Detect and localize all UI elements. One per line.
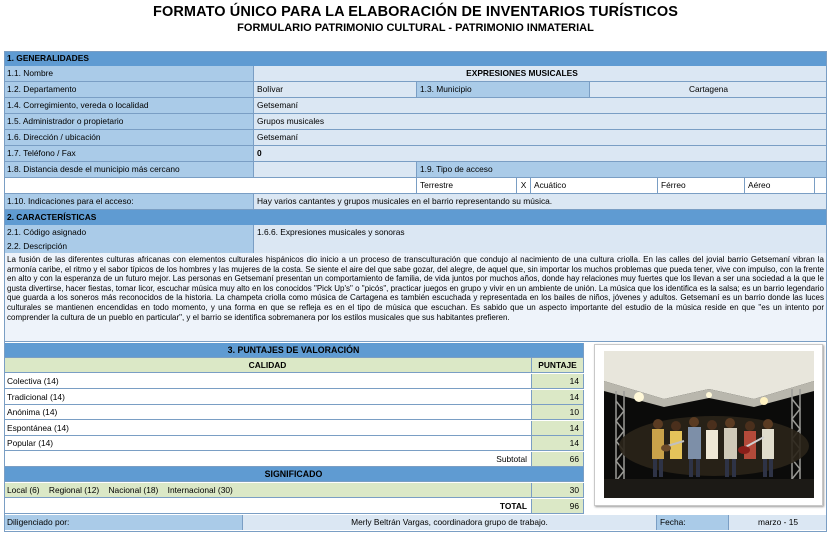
calidad-label: Anónima (14) xyxy=(4,405,532,420)
form-subtitle: FORMULARIO PATRIMONIO CULTURAL - PATRIMONIO INMATERIAL xyxy=(237,22,594,34)
significado-value: 30 xyxy=(532,483,584,498)
corregimiento-label: 1.4. Corregimiento, vereda o localidad xyxy=(4,98,254,113)
significado-local: Local (6) xyxy=(7,485,40,495)
significado-options xyxy=(4,483,532,498)
calidad-label: Colectiva (14) xyxy=(4,374,532,389)
calidad-row xyxy=(4,421,584,436)
distancia-label: 1.8. Distancia desde el municipio más cercano xyxy=(4,162,254,177)
row-departamento xyxy=(4,82,827,98)
calidad-value: 14 xyxy=(532,374,584,389)
acceso-label: 1.9. Tipo de acceso xyxy=(417,162,827,177)
telefono-label: 1.7. Teléfono / Fax xyxy=(4,146,254,161)
row-tipo-acceso xyxy=(4,178,827,194)
total-label: TOTAL xyxy=(4,499,532,514)
row-total xyxy=(4,499,584,514)
municipio-label: 1.3. Municipio xyxy=(417,82,590,97)
departamento-label: 1.2. Departamento xyxy=(4,82,254,97)
nombre-label: 1.1. Nombre xyxy=(4,66,254,81)
indicaciones-label: 1.10. Indicaciones para el acceso: xyxy=(4,194,254,209)
row-direccion xyxy=(4,130,827,146)
nombre-value: EXPRESIONES MUSICALES xyxy=(254,66,827,81)
direccion-label: 1.6. Dirección / ubicación xyxy=(4,130,254,145)
departamento-value: Bolívar xyxy=(254,82,417,97)
telefono-value: 0 xyxy=(254,146,827,161)
row-puntaje-header xyxy=(4,358,584,373)
acceso-aereo-mark xyxy=(815,178,827,193)
direccion-value: Getsemaní xyxy=(254,130,827,145)
row-subtotal xyxy=(4,452,584,467)
calidad-value: 14 xyxy=(532,421,584,436)
descripcion-text: La fusión de las diferentes culturas africanas con elementos culturales hispánicos dio inicio a un proceso de transculturación que condujo al nacimiento de una cultura criolla. En las calles del jovial barrio Getsemaní vibran la armonía caribe, el ritmo y el sabor típicos de los hombres y las mujeres de la costa. Se siente el aire del que sabe gozar, del alegre, de aquel que, sin importar los muchos problemas que pueda tener, vive con impulso, con la frente en alto y con la esperanza de un futuro mejor. Las personas en Getsemaní presentan un comportamiento de familia, de vida juntos por muchos años, donde hay relaciones muy fuertes que los llevan a ser una sociedad a la que le gusta divertirse, hacer fiestas, tomar licor, escuchar música muy alto en los conocidos "Pick Up's" o "picós", practicar juegos en grupo y vivir en un ambiente de unión. La música que los identifica es la salsa; es un barrio legendario que guarda a los soneros más reconocidos de la historia. La champeta criolla como música de Cartagena es también escuchada y representada en los bailes de niños, jóvenes y adultos. Getsemaní es un barrio donde las luces culturales se mantienen encendidas en todo momento, y una forma en que se refleja es en el tipo de música que escuchan. Es sabido que un aspecto importante del estudio de la música reside en que "es un intento por comprender la cultura de un pueblo en particular", y el barrio se identifica sobremanera por los estilos musicales que sus habitantes prefieren. xyxy=(4,253,827,342)
row-footer xyxy=(4,515,827,530)
calidad-value: 10 xyxy=(532,405,584,420)
row-telefono xyxy=(4,146,827,162)
administrador-value: Grupos musicales xyxy=(254,114,827,129)
diligenciado-value: Merly Beltrán Vargas, coordinadora grupo de trabajo. xyxy=(243,515,657,530)
diligenciado-label: Diligenciado por: xyxy=(4,515,243,530)
row-codigo xyxy=(4,225,827,241)
distancia-value xyxy=(254,162,417,177)
calidad-label: Popular (14) xyxy=(4,436,532,451)
acceso-terrestre: Terrestre xyxy=(417,178,517,193)
fecha-value: marzo - 15 xyxy=(729,515,827,530)
form-title: FORMATO ÚNICO PARA LA ELABORACIÓN DE INVENTARIOS TURÍSTICOS xyxy=(153,4,678,20)
significado-header: SIGNIFICADO xyxy=(4,467,584,482)
municipio-value: Cartagena xyxy=(590,82,827,97)
calidad-row xyxy=(4,390,584,405)
acceso-blank xyxy=(4,178,417,193)
row-corregimiento xyxy=(4,98,827,114)
subtotal-label: Subtotal xyxy=(4,452,532,467)
administrador-label: 1.5. Administrador o propietario xyxy=(4,114,254,129)
acceso-terrestre-mark: X xyxy=(517,178,531,193)
calidad-header: CALIDAD xyxy=(4,358,532,373)
calidad-label: Espontánea (14) xyxy=(4,421,532,436)
codigo-label: 2.1. Código asignado xyxy=(4,225,254,240)
codigo-value: 1.6.6. Expresiones musicales y sonoras xyxy=(254,225,827,240)
subtotal-value: 66 xyxy=(532,452,584,467)
row-indicaciones xyxy=(4,194,827,210)
corregimiento-value: Getsemaní xyxy=(254,98,827,113)
significado-internacional: Internacional (30) xyxy=(167,485,233,495)
calidad-value: 14 xyxy=(532,390,584,405)
section-caracteristicas xyxy=(4,210,827,226)
row-significado-header xyxy=(4,467,584,482)
total-value: 96 xyxy=(532,499,584,514)
row-administrador xyxy=(4,114,827,130)
calidad-row xyxy=(4,436,584,451)
puntaje-header: PUNTAJE xyxy=(532,358,584,373)
section-generalidades-title: 1. GENERALIDADES xyxy=(7,53,89,63)
calidad-value: 14 xyxy=(532,436,584,451)
concert-photo xyxy=(604,351,814,498)
row-distancia xyxy=(4,162,827,178)
significado-nacional: Nacional (18) xyxy=(108,485,159,495)
section-puntajes xyxy=(4,343,584,358)
section-puntajes-title: 3. PUNTAJES DE VALORACIÓN xyxy=(4,343,584,358)
calidad-row xyxy=(4,374,584,389)
indicaciones-value: Hay varios cantantes y grupos musicales en el barrio representando su música. xyxy=(254,194,827,209)
descripcion-label: 2.2. Descripción xyxy=(4,240,254,253)
row-significado xyxy=(4,483,584,498)
calidad-label: Tradicional (14) xyxy=(4,390,532,405)
acceso-ferreo: Férreo xyxy=(658,178,745,193)
calidad-row xyxy=(4,405,584,420)
descripcion-label-fill xyxy=(254,240,827,253)
row-nombre xyxy=(4,66,827,82)
fecha-label: Fecha: xyxy=(657,515,729,530)
section-generalidades xyxy=(4,51,827,67)
section-caracteristicas-title: 2. CARACTERÍSTICAS xyxy=(7,212,97,222)
acceso-aereo: Aéreo xyxy=(745,178,815,193)
significado-regional: Regional (12) xyxy=(48,485,100,495)
row-descripcion-label xyxy=(4,240,827,254)
acceso-acuatico: Acuático xyxy=(531,178,658,193)
